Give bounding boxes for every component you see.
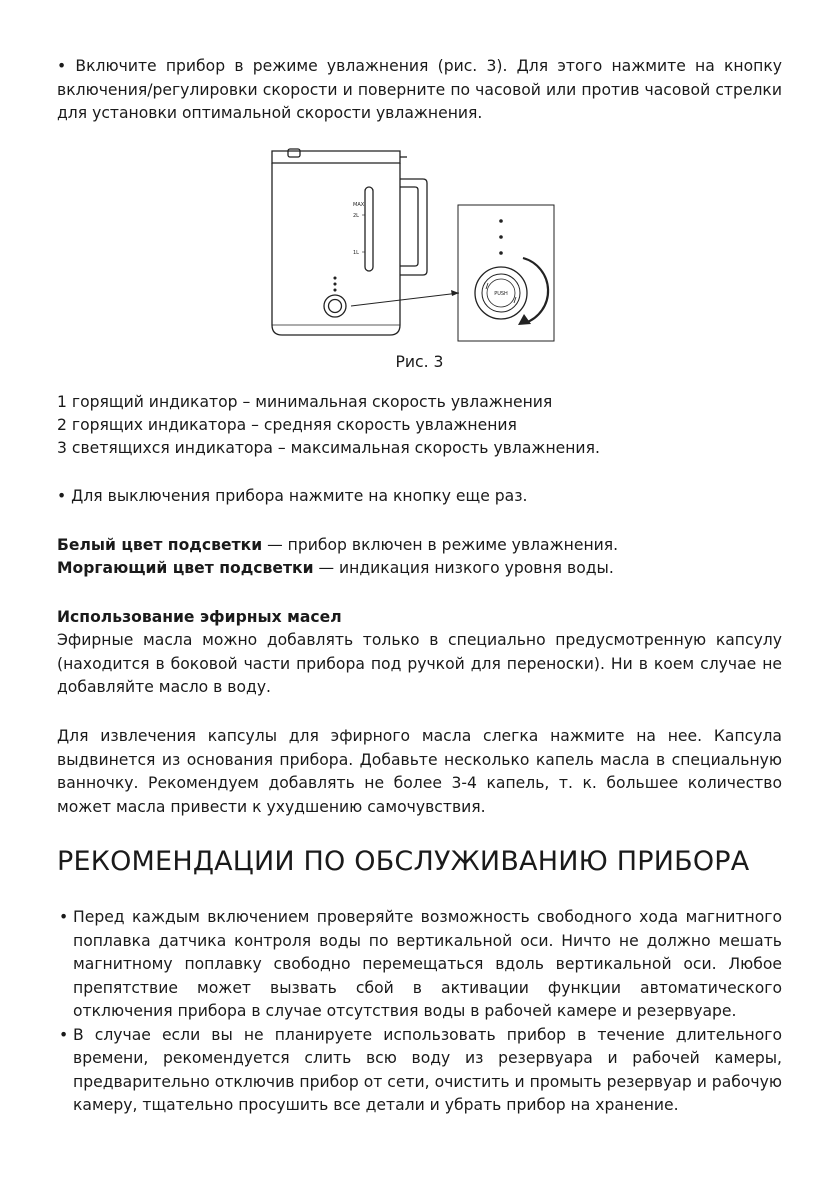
humidifier-illustration — [272, 149, 427, 335]
humidifier-handle — [400, 179, 427, 275]
speed-indicator-2 — [499, 235, 503, 239]
indicator-dot-small — [334, 277, 336, 279]
bullet-1: • — [59, 908, 69, 926]
backlight-blink-label: Моргающий цвет подсветки — [57, 559, 314, 577]
figure-caption: Рис. 3 — [395, 353, 444, 371]
oils-paragraph: Эфирные масла можно добавлять только в специально предусмотренную капсулу (находится в боковой части прибора под ручкой для переноски). Ни в коем случае не добавляйте масло в воду. — [57, 631, 782, 696]
push-label: PUSH — [494, 291, 508, 297]
off-note: • Для выключения прибора нажмите на кнопку еще раз. — [57, 487, 528, 505]
maintenance-list — [57, 906, 782, 1118]
humidifier-figure — [255, 143, 575, 343]
maintenance-item-2-text: В случае если вы не планируете использовать прибор в течение длительного времени, рекомендуется слить всю воду из резервуара и рабочей камеры, предварительно отключив прибор от сети, очистить и промыть резервуар и рабочую камеру, тщательно просушить все детали и убрать прибор на хранение. — [73, 1025, 782, 1114]
backlight-blink-line — [57, 557, 614, 581]
level-1l-label: 1L — [353, 250, 359, 256]
zoom-frame — [458, 205, 554, 341]
knob-outer — [324, 295, 346, 317]
capsule-paragraph: Для извлечения капсулы для эфирного масла слегка нажмите на нее. Капсула выдвинется из основания прибора. Добавьте несколько капель масла в специальную ванночку. Рекомендуем добавлять не более 3-4 капель, т. к. большее количество может масла привести к ухудшению самочувствия. — [57, 727, 782, 816]
speed-indicator-3 — [499, 251, 503, 255]
backlight-white-line — [57, 534, 618, 558]
lid-tab — [288, 149, 300, 157]
backlight-white-text: — прибор включен в режиме увлажнения. — [262, 536, 619, 554]
bullet-2: • — [59, 1025, 69, 1044]
indicator-line-3: 3 светящихся индикатора – максимальная скорость увлажнения. — [57, 439, 600, 457]
speed-indicator-1 — [499, 219, 503, 223]
control-panel-zoom — [458, 205, 554, 341]
maintenance-item-2 — [57, 1024, 782, 1118]
humidifier-body — [272, 163, 400, 335]
zoom-pointer-line — [351, 293, 459, 306]
maintenance-item-1-text: Перед каждым включением проверяйте возможность свободного хода магнитного поплавка датчика контроля воды по вертикальной оси. Ничто не должно мешать магнитному поплавку свободно перемещаться вдоль вертикальной оси. Любое препятствие может вызвать сбой в активации функции автоматического отключения прибора в случае отсутствия воды в рабочей камере и резервуаре. — [73, 908, 782, 1020]
indicator-line-1: 1 горящий индикатор – минимальная скорость увлажнения — [57, 393, 553, 411]
maintenance-heading: РЕКОМЕНДАЦИИ ПО ОБСЛУЖИВАНИЮ ПРИБОРА — [57, 846, 750, 877]
level-2l-label: 2L — [353, 213, 359, 219]
backlight-white-label: Белый цвет подсветки — [57, 536, 263, 554]
rotation-arrowhead — [518, 314, 531, 325]
water-window — [365, 187, 373, 271]
knob-inner — [329, 300, 342, 313]
backlight-blink-text: — индикация низкого уровня воды. — [313, 559, 614, 577]
level-max-label: MAX — [353, 202, 365, 208]
indicator-line-2: 2 горящих индикатора – средняя скорость увлажнения — [57, 416, 517, 434]
intro-paragraph: • Включите прибор в режиме увлажнения (рис. 3). Для этого нажмите на кнопку включения/регулировки скорости и поверните по часовой или против часовой стрелки для установки оптимальной скорости увлажнения. — [57, 57, 782, 122]
level-marks — [353, 202, 365, 256]
maintenance-item-1 — [57, 906, 782, 1024]
oils-title: Использование эфирных масел — [57, 608, 342, 626]
